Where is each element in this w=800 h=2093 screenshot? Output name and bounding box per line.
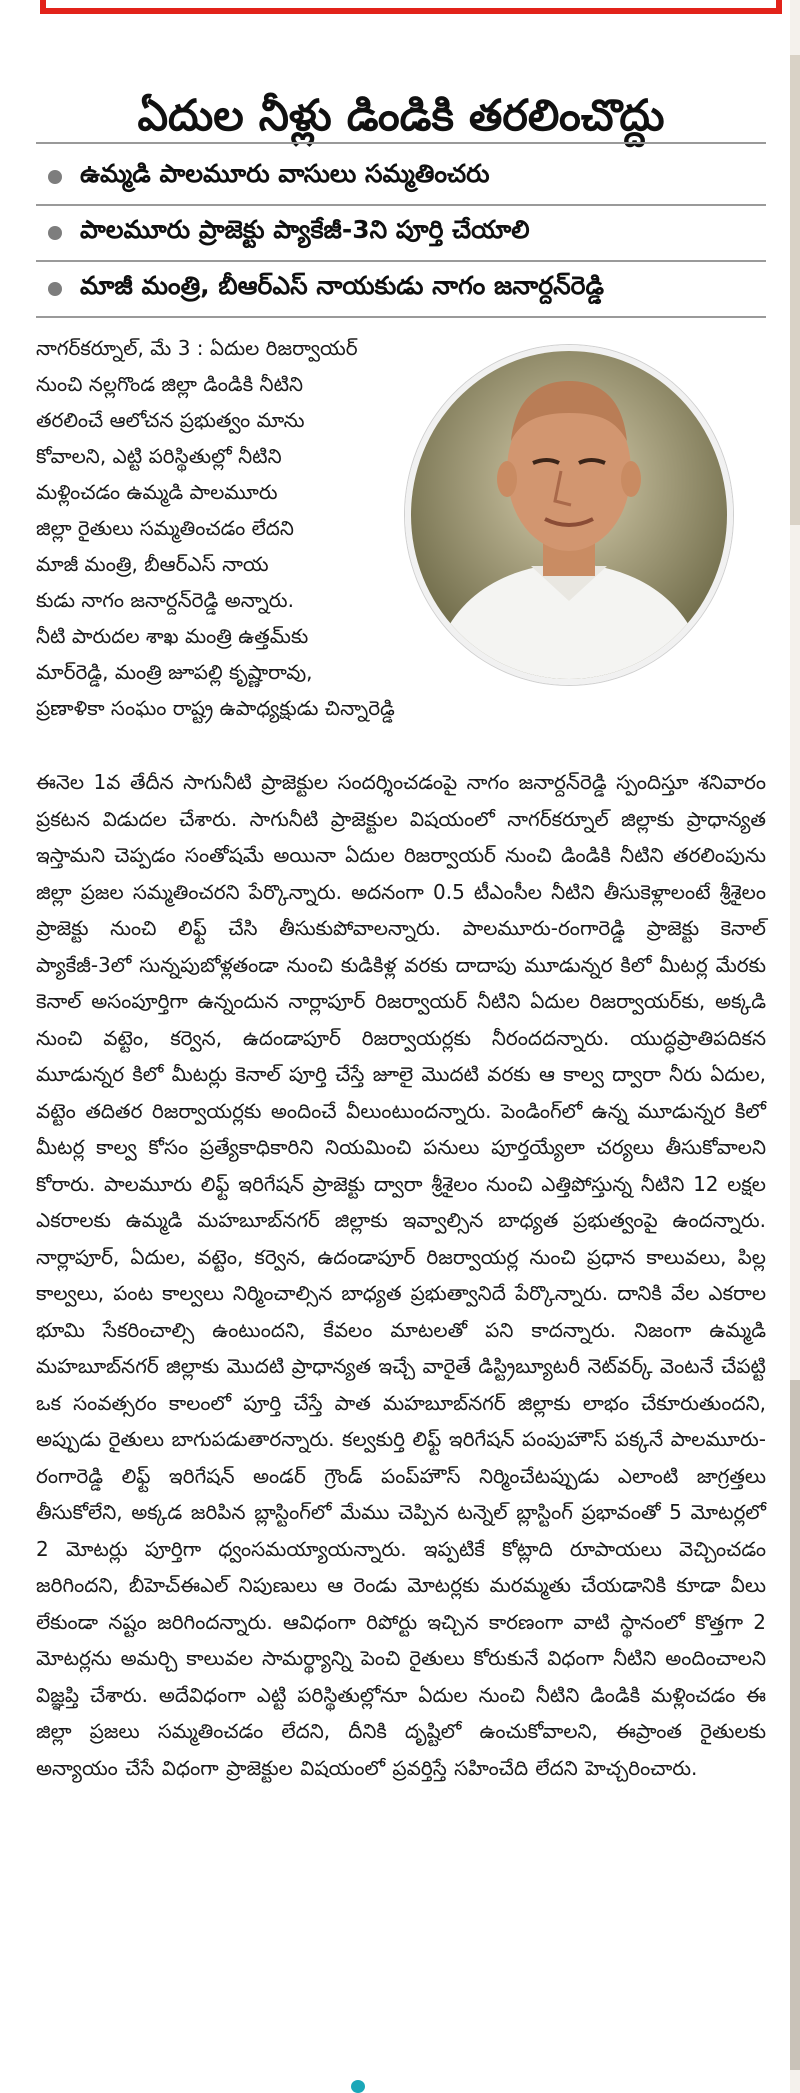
adjacent-page-edge — [790, 0, 800, 2093]
bullet-text: ఉమ్మడి పాలమూరు వాసులు సమ్మతించరు — [80, 159, 490, 188]
bullet-dot-icon — [48, 226, 62, 240]
article-intro: నాగర్‌కర్నూల్, మే 3 : ఏదుల రిజర్వాయర్ నుంచి నల్లగొండ జిల్లా డిండికి నీటిని తరలించే ఆలోచన ప్రభుత్వం మాను కోవాలని, ఎట్టి పరిస్థితుల్లో నీటిని మళ్లించడం ఉమ్మడి పాలమూరు జిల్లా రైతులు సమ్మతించడం లేదని మాజీ మంత్రి, బీఆర్ఎస్ నాయ కుడు నాగం జనార్దన్‌రెడ్డి అన్నారు. నీటి పారుదల శాఖ మంత్రి ఉత్తమ్‌కు మార్‌రెడ్డి, మంత్రి జూపల్లి కృష్ణారావు, ప్రణాళికా సంఘం రాష్ట్ర ఉపాధ్యక్షుడు చిన్నారెడ్డి — [36, 336, 395, 720]
portrait-drawing — [411, 351, 727, 679]
article-body: ఈనెల 1వ తేదీన సాగునీటి ప్రాజెక్టుల సందర్శించడంపై నాగం జనార్దన్‌రెడ్డి స్పందిస్తూ శనివారం ప్రకటన విడుదల చేశారు. సాగునీటి ప్రాజెక్టుల విషయంలో నాగర్‌కర్నూల్ జిల్లాకు ప్రాధాన్యత ఇస్తామని చెప్పడం సంతోషమే అయినా ఏదుల రిజర్వాయర్ నుంచి డిండికి నీటిని తరలింపును జిల్లా ప్రజల సమ్మతించరని పేర్కొన్నారు. అదనంగా 0.5 టీఎంసీల నీటిని తీసుకెళ్లాలంటే శ్రీశైలం ప్రాజెక్టు నుంచి లిఫ్ట్ చేసి తీసుకుపోవాలన్నారు. పాలమూరు-రంగారెడ్డి ప్రాజెక్టు కెనాల్ ప్యాకేజీ-3లో సున్నపుబోళ్లతండా నుంచి కుడికిళ్ల వరకు దాదాపు మూడున్నర కిలో మీటర్ల మేరకు కెనాల్ అసంపూర్తిగా ఉన్నందున నార్లాపూర్ రిజర్వాయర్ నీటిని ఏదుల రిజర్వాయర్‌కు, అక్కడి నుంచి వట్టెం, కర్వెన, ఉదండాపూర్ రిజర్వాయర్లకు నీరందదన్నారు. యుద్ధప్రాతిపదికన మూడున్నర కిలో మీటర్లు కెనాల్ పూర్తి చేస్తే జూలై మొదటి వరకు ఆ కాల్వ ద్వారా నీరు ఏదుల, వట్టెం తదితర రిజర్వాయర్లకు అందించే వీలుంటుందన్నారు. పెండింగ్‌లో ఉన్న మూడున్నర కిలో మీటర్ల కాల్వ కోసం ప్రత్యేకాధికారిని నియమించి పనులు పూర్తయ్యేలా చర్యలు తీసుకోవాలని కోరారు. పాలమూరు లిఫ్ట్ ఇరిగేషన్ ప్రాజెక్టు ద్వారా శ్రీశైలం నుంచి ఎత్తిపోస్తున్న నీటిని 12 లక్షల ఎకరాలకు ఉమ్మడి మహబూబ్‌నగర్ జిల్లాకు ఇవ్వాల్సిన బాధ్యత ప్రభుత్వంపై ఉందన్నారు. నార్లాపూర్, ఏదుల, వట్టెం, కర్వెన, ఉదండాపూర్ రిజర్వాయర్ల నుంచి ప్రధాన కాలువలు, పిల్ల కాల్వలు, పంట కాల్వలు నిర్మించాల్సిన బాధ్యత ప్రభుత్వానిదే పేర్కొన్నారు. దానికి వేల ఎకరాల భూమి సేకరించాల్సి ఉంటుందని, కేవలం మాటలతో పని కాదన్నారు. నిజంగా ఉమ్మడి మహబూబ్‌నగర్ జిల్లాకు మొదటి ప్రాధాన్యత ఇచ్చే వారైతే డిస్ట్రిబ్యూటరీ నెట్‌వర్క్ వెంటనే చేపట్టి ఒక సంవత్సరం కాలంలో పూర్తి చేస్తే పాత మహబూబ్‌నగర్ జిల్లాకు లాభం చేకూరుతుందని, అప్పుడు రైతులు బాగుపడుతారన్నారు. కల్వకుర్తి లిఫ్ట్ ఇరిగేషన్ పంపుహౌస్ పక్కనే పాలమూరు-రంగారెడ్డి లిఫ్ట్ ఇరిగేషన్ అండర్ గ్రౌండ్ పంప్‌హౌస్ నిర్మించేటప్పుడు ఎలాంటి జాగ్రత్తలు తీసుకోలేని, అక్కడ జరిపిన బ్లాస్టింగ్‌లో మేము చెప్పిన టన్నెల్ బ్లాస్టింగ్ ప్రభావంతో 5 మోటర్లలో 2 మోటర్లు పూర్తిగా ధ్వంసమయ్యాయన్నారు. ఇప్పటికే కోట్లాది రూపాయలు వెచ్చించడం జరిగిందని, బీహెచ్ఈఎల్ నిపుణులు ఆ రెండు మోటర్లకు మరమ్మతు చేయడానికి కూడా వీలు లేకుండా నష్టం జరిగిందన్నారు. ఆవిధంగా రిపోర్టు ఇచ్చిన కారణంగా వాటి స్థానంలో కొత్తగా 2 మోటర్లను అమర్చి కాలువల సామర్థ్యాన్ని పెంచి రైతులు కోరుకునే విధంగా నీటిని అందించాలని విజ్ఞప్తి చేశారు. అదేవిధంగా ఎట్టి పరిస్థితుల్లోనూ ఏదుల నుంచి నీటిని డిండికి మళ్లించడం ఈ జిల్లా ప్రజలు సమ్మతించడం లేదని, దీనికి దృష్టిలో ఉంచుకోవాలని, ఈప్రాంత రైతులకు అన్యాయం చేసే విధంగా ప్రాజెక్టుల విషయంలో ప్రవర్తిస్తే సహించేది లేదని హెచ్చరించారు. — [36, 770, 766, 1780]
person-portrait-icon — [405, 345, 733, 685]
headline: ఏదుల నీళ్లు డిండికి తరలించొద్దు — [137, 90, 665, 141]
bullet-item — [36, 262, 766, 318]
adjacent-photo-strip-lower — [790, 1380, 800, 2070]
top-red-frame — [40, 0, 782, 14]
bullet-dot-icon — [48, 170, 62, 184]
bullet-item — [36, 150, 766, 206]
highlight-bullets — [36, 150, 766, 318]
adjacent-photo-strip — [790, 55, 800, 525]
bullet-text: మాజీ మంత్రి, బీఆర్ఎస్ నాయకుడు నాగం జనార్దన్‌రెడ్డి — [80, 271, 604, 300]
headline-divider — [36, 142, 766, 144]
bullet-dot-icon — [48, 282, 62, 296]
bullet-item — [36, 206, 766, 262]
bullet-text: పాలమూరు ప్రాజెక్టు ప్యాకేజీ-3ని పూర్తి చేయాలి — [80, 215, 530, 244]
page-marker-dot — [351, 2080, 365, 2093]
